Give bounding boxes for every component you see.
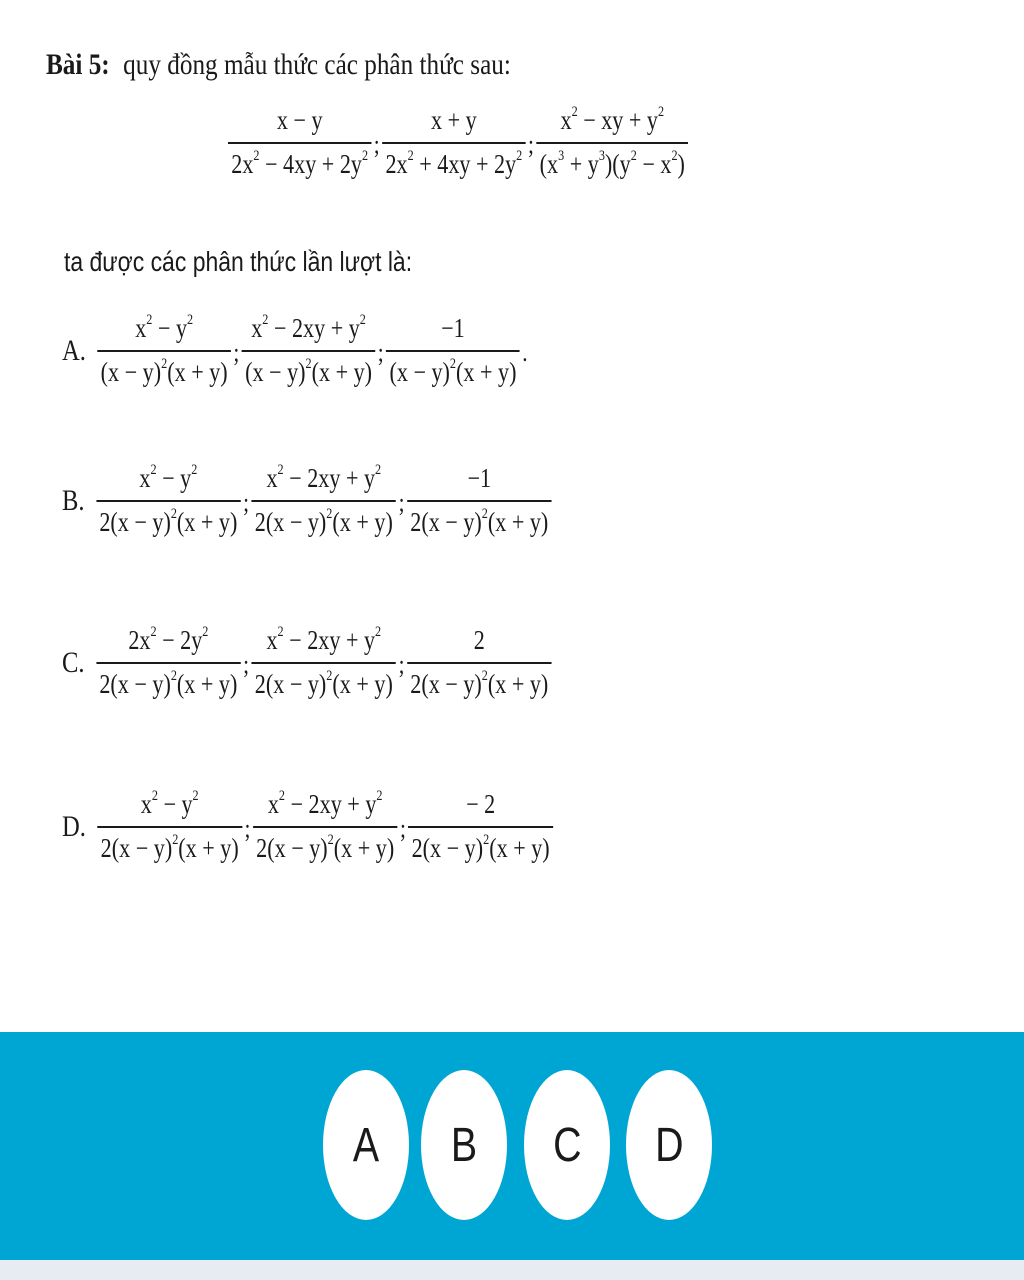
fraction-denominator: $2(x - y)^2(x + y)$ [410, 667, 549, 699]
fraction-denominator: $(x - y)^2(x + y)$ [389, 355, 517, 387]
option-d-fraction-2 [253, 788, 398, 866]
option-c-fraction-1 [96, 624, 241, 702]
given-fraction-2 [382, 104, 525, 182]
fraction-denominator: $2(x - y)^2(x + y)$ [100, 831, 239, 863]
separator: ; [243, 649, 250, 679]
given-fraction-3 [536, 104, 688, 182]
end-mark: . [522, 337, 528, 367]
option-a-fraction-1 [97, 312, 231, 390]
fraction-denominator: $2(x - y)^2(x + y)$ [256, 831, 395, 863]
fraction-numerator: $x^2 - 2xy + y^2$ [253, 788, 398, 828]
option-b-fraction-1 [96, 462, 241, 540]
option-a-fraction-3 [386, 312, 520, 390]
option-b [62, 462, 552, 540]
fraction-numerator: x + y [382, 104, 525, 144]
separator: ; [377, 337, 384, 367]
fraction-denominator: $2x^2 + 4xy + 2y^2$ [385, 147, 523, 179]
fraction-denominator: $2x^2 - 4xy + 2y^2$ [231, 147, 369, 179]
answer-button-label: A [352, 1118, 380, 1172]
option-b-fraction-3 [407, 462, 552, 540]
fraction-numerator: −1 [407, 462, 552, 502]
separator: ; [398, 487, 405, 517]
separator: ; [399, 813, 406, 843]
problem-label: Bài 5: [46, 48, 110, 81]
fraction-denominator: $(x - y)^2(x + y)$ [245, 355, 373, 387]
answer-button-label: C [552, 1118, 582, 1172]
fraction-denominator: $(x^3 + y^3)(y^2 - x^2)$ [539, 147, 685, 179]
fraction-numerator: $2x^2 - 2y^2$ [96, 624, 241, 664]
fraction-numerator: $x^2 - 2xy + y^2$ [252, 624, 397, 664]
answer-bar [0, 1032, 1024, 1260]
fraction-denominator: $2(x - y)^2(x + y)$ [254, 667, 393, 699]
option-c-fraction-3 [407, 624, 552, 702]
answer-button-label: D [654, 1118, 684, 1172]
separator: ; [243, 487, 250, 517]
problem-title [46, 48, 511, 82]
option-d [62, 788, 553, 866]
option-c [62, 624, 552, 702]
option-a [62, 312, 530, 390]
fraction-numerator: $x^2$ − xy + $y^2$ [536, 104, 688, 144]
answer-button-b[interactable] [421, 1070, 507, 1220]
option-letter: D. [62, 809, 86, 843]
problem-text: quy đồng mẫu thức các phân thức sau: [123, 48, 511, 81]
fraction-denominator: $2(x - y)^2(x + y)$ [99, 667, 238, 699]
fraction-numerator: $x^2 - 2xy + y^2$ [252, 462, 397, 502]
separator: ; [244, 813, 251, 843]
given-fractions [228, 104, 688, 182]
fraction-numerator: $x^2 - 2xy + y^2$ [242, 312, 376, 352]
separator: ; [373, 129, 380, 159]
answer-button-label: B [450, 1118, 478, 1172]
fraction-numerator: $x^2 - y^2$ [97, 312, 231, 352]
separator: ; [528, 129, 534, 159]
separator: ; [398, 649, 405, 679]
intro-text: ta được các phân thức lần lượt là: [64, 246, 413, 277]
fraction-denominator: $2(x - y)^2(x + y)$ [411, 831, 550, 863]
fraction-denominator: $2(x - y)^2(x + y)$ [99, 505, 238, 537]
option-d-fraction-3 [408, 788, 553, 866]
bottom-strip [0, 1260, 1024, 1280]
option-letter: A. [62, 333, 86, 367]
fraction-numerator: 2 [407, 624, 552, 664]
option-d-fraction-1 [97, 788, 242, 866]
option-a-fraction-2 [242, 312, 376, 390]
answer-button-a[interactable] [323, 1070, 409, 1220]
fraction-denominator: $(x - y)^2(x + y)$ [100, 355, 228, 387]
fraction-numerator: $x^2 - y^2$ [97, 788, 242, 828]
fraction-numerator: −1 [386, 312, 520, 352]
answer-button-d[interactable] [626, 1070, 712, 1220]
given-fraction-1 [228, 104, 371, 182]
separator: ; [233, 337, 240, 367]
fraction-denominator: $2(x - y)^2(x + y)$ [254, 505, 393, 537]
option-c-fraction-2 [252, 624, 397, 702]
option-b-fraction-2 [252, 462, 397, 540]
fraction-numerator: $x^2 - y^2$ [96, 462, 241, 502]
answer-button-c[interactable] [524, 1070, 610, 1220]
fraction-denominator: $2(x - y)^2(x + y)$ [410, 505, 549, 537]
option-letter: C. [62, 645, 85, 679]
fraction-numerator: x − y [228, 104, 371, 144]
fraction-numerator: − 2 [408, 788, 553, 828]
option-letter: B. [62, 483, 85, 517]
